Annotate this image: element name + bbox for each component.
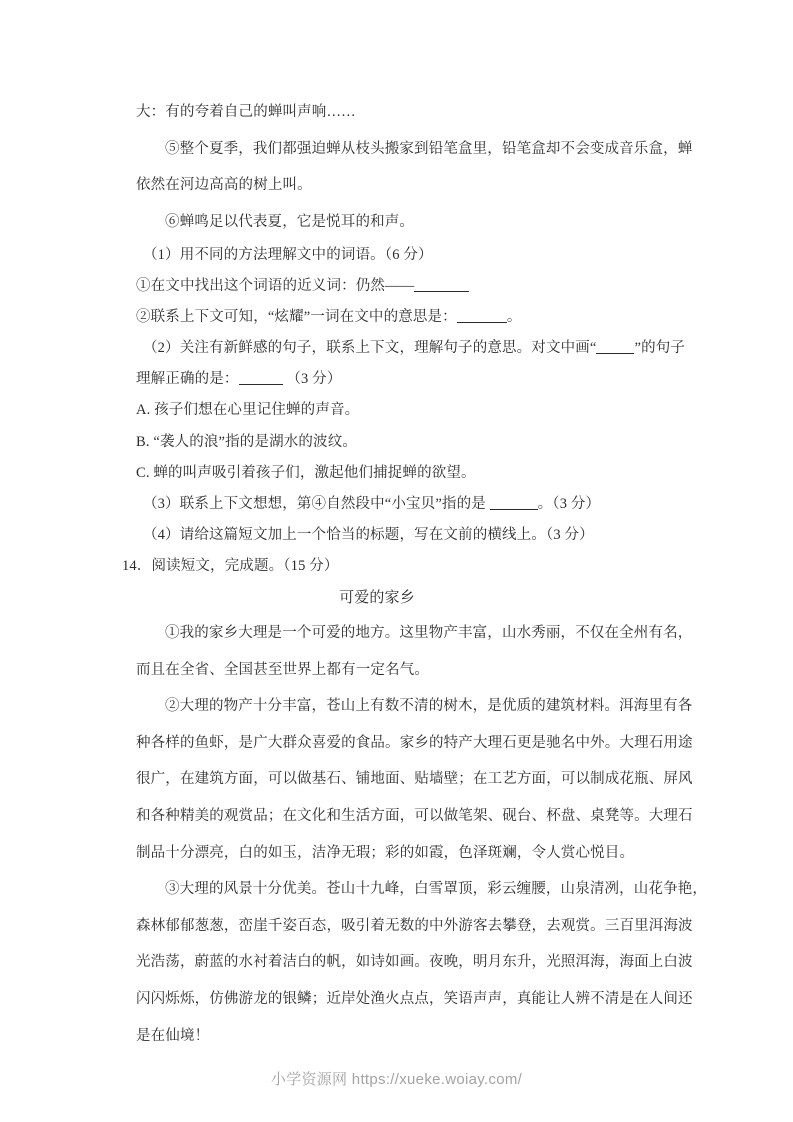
answer-blank: [596, 340, 634, 354]
essay-text: 而且在全省、全国甚至世界上都有一定名气。: [136, 661, 429, 678]
essay-text: 很广，在建筑方面，可以做基石、铺地面、贴墙壁；在工艺方面，可以制成花瓶、屏风: [136, 771, 693, 788]
answer-blank: [414, 278, 469, 292]
answer-blank: [457, 309, 507, 323]
passage-para5-line1: [136, 131, 692, 168]
essay-hometown: [136, 615, 708, 1054]
question-text: 。: [506, 309, 522, 326]
q13-part2-line2: [136, 364, 692, 395]
passage-tail-line: [136, 94, 692, 131]
essay-title: 可爱的家乡: [339, 590, 415, 607]
q14-stem-line: [122, 551, 692, 582]
question-text: 14．阅读短文，完成题。（15 分）: [122, 557, 339, 574]
q13-part1-sub2-line: [136, 302, 692, 333]
essay-para3-line5: [136, 1018, 692, 1055]
passage-para6-line: [136, 204, 692, 241]
essay-text: 种各样的鱼虾，是广大群众喜爱的食品。家乡的特产大理石更是驰名中外。大理石用途: [136, 734, 693, 751]
question-text: （2）关注有新鲜感的句子，联系上下文，理解句子的意思。对文中画“: [143, 340, 597, 357]
essay-para2-line3: [136, 761, 692, 798]
essay-para3-line2: [136, 908, 692, 945]
essay-para2-line4: [136, 798, 692, 835]
q13-part3-line: [136, 489, 692, 520]
essay-text: 是在仙境！: [136, 1027, 210, 1044]
q13-part2-line1: [136, 333, 692, 364]
essay-para3-line4: [136, 981, 692, 1018]
essay-text: 森林郁郁葱葱，峦崖千姿百态，吸引着无数的中外游客去攀登，去观赏。三百里洱海波: [136, 917, 693, 934]
essay-para2-line1: [136, 688, 692, 725]
essay-para1-line1: [136, 615, 692, 652]
q13-part1-sub1-line: [136, 271, 692, 302]
question-text: （4）请给这篇短文加上一个恰当的标题，写在文前的横线上。（3 分）: [143, 526, 594, 543]
q13-part1-line: [136, 240, 692, 271]
question-text: 理解正确的是：: [136, 371, 239, 388]
question-text: ②联系上下文可知，“炫耀”一词在文中的意思是：: [136, 309, 457, 326]
essay-text: 制品十分漂亮，白的如玉，洁净无瑕；彩的如霞，色泽斑斓，令人赏心悦目。: [136, 844, 635, 861]
essay-text: 和各种精美的观赏品；在文化和生活方面，可以做笔架、砚台、杯盘、桌凳等。大理石: [136, 808, 693, 824]
question-text: （3）联系上下文想想，第④自然段中“小宝贝”指的是: [143, 495, 490, 512]
answer-blank: [490, 496, 538, 510]
essay-title-line: [136, 582, 692, 615]
answer-blank: [239, 371, 283, 385]
essay-para3-line1: [136, 871, 708, 908]
question-13-items: [122, 240, 692, 582]
q13-option-a-line: [136, 395, 692, 426]
question-text: （3 分）: [286, 371, 342, 388]
option-text: A. 孩子们想在心里记住蝉的声音。: [136, 402, 360, 419]
question-text: 。（3 分）: [537, 495, 601, 512]
passage-para5-line2: [136, 167, 692, 204]
essay-para2-line5: [136, 835, 692, 872]
essay-text: ③大理的风景十分优美。苍山十九峰，白雪罩顶，彩云缠腰，山泉清冽，山花争艳，: [165, 881, 708, 898]
essay-text: ②大理的物产十分丰富，苍山上有数不清的树木，是优质的建筑材料。洱海里有各: [165, 698, 693, 715]
option-text: B. “袭人的浪”指的是湖水的波纹。: [136, 433, 357, 450]
passage-cicada: [136, 94, 692, 240]
question-text: ①在文中找出这个词语的近义词：仍然——: [136, 278, 415, 295]
q13-option-c-line: [136, 458, 692, 489]
q13-option-b-line: [136, 427, 692, 458]
essay-text: 闪闪烁烁，仿佛游龙的银鳞；近岸处渔火点点，笑语声声，真能让人辨不清是在人间还: [136, 990, 693, 1007]
passage-text: 大：有的夸着自己的蝉叫声响……: [136, 104, 356, 120]
passage-text: ⑤整个夏季，我们都强迫蝉从枝头搬家到铅笔盒里，铅笔盒却不会变成音乐盒，蝉: [165, 140, 693, 157]
essay-para1-line2: [136, 652, 692, 689]
footer-site-url: 小学资源网 https://xueke.woiay.com/: [270, 1071, 523, 1088]
essay-text: ①我的家乡大理是一个可爱的地方。这里物产丰富，山水秀丽，不仅在全州有名，: [165, 625, 693, 642]
passage-text: 依然在河边高高的树上叫。: [136, 177, 312, 193]
passage-text: ⑥蝉鸣足以代表夏，它是悦耳的和声。: [165, 213, 415, 230]
question-text: ”的句子: [634, 340, 686, 357]
essay-para2-line2: [136, 725, 692, 762]
page-content: [122, 94, 708, 1054]
footer-watermark: [0, 1068, 793, 1089]
q13-part4-line: [136, 520, 692, 551]
option-text: C. 蝉的叫声吸引着孩子们，激起他们捕捉蝉的欲望。: [136, 464, 476, 481]
essay-text: 光浩荡，蔚蓝的水衬着洁白的帆，如诗如画。夜晚，明月东升，光照洱海，海面上白波: [136, 954, 693, 971]
essay-para3-line3: [136, 944, 692, 981]
question-text: （1）用不同的方法理解文中的词语。（6 分）: [143, 247, 433, 263]
